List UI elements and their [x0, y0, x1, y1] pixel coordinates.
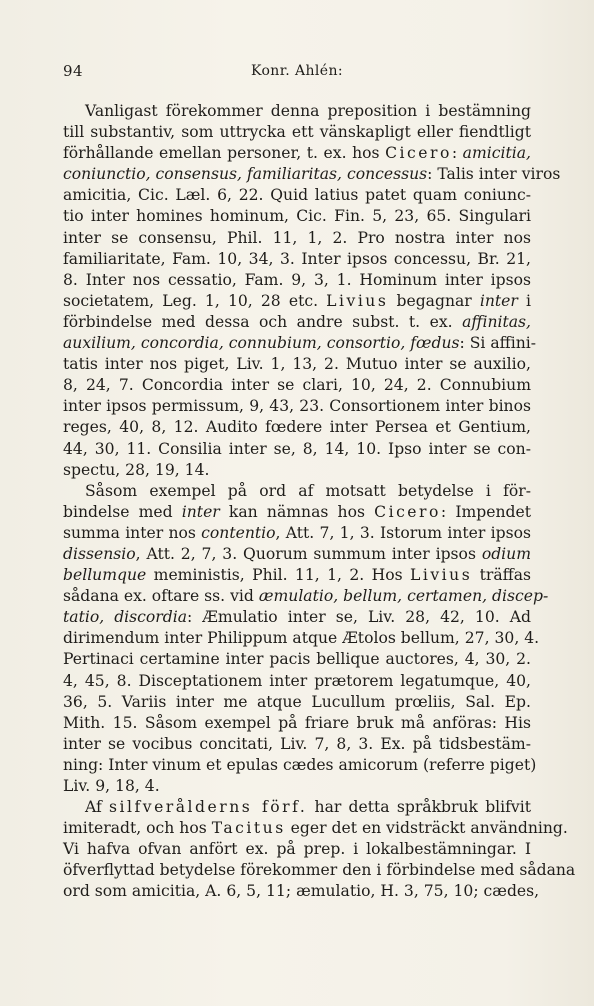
text-segment: eger det en vidsträckt användning.: [285, 819, 568, 838]
text-segment: till substantiv, som uttrycka ett vänskapligt eller fiendtligt: [63, 123, 531, 142]
text-segment: amicitia, Cic. Læl. 6, 22. Quid latius patet quam coniunc-: [63, 186, 531, 205]
page-number: 94: [63, 62, 84, 80]
text-segment: : Talis inter viros: [427, 165, 561, 184]
text-line: [63, 270, 531, 291]
text-segment: har detta språkbruk blifvit: [307, 798, 531, 817]
text-line: [63, 818, 568, 839]
text-line: [63, 354, 531, 375]
text-segment: begagnar: [388, 291, 480, 310]
text-segment: Mith. 15. Såsom exempel på friare bruk må anföras: His: [63, 713, 531, 732]
text-segment: 8, 24, 7. Concordia inter se clari, 10, 24, 2. Connubium: [63, 376, 531, 395]
text-segment: kan nämnas hos: [219, 502, 375, 521]
text-line: [63, 755, 537, 776]
text-line: [63, 607, 531, 628]
italic-term: odium: [481, 544, 531, 563]
text-segment: : Impendet: [440, 502, 531, 521]
text-line: [63, 143, 531, 164]
text-line: [63, 649, 531, 670]
text-line: [63, 881, 540, 902]
text-segment: Vi hafva ofvan anfört ex. på prep. i lokalbestämningar. I: [63, 840, 531, 859]
text-segment: :: [451, 144, 463, 163]
page-header: [63, 62, 531, 82]
text-line: [63, 417, 531, 438]
text-line: [63, 312, 531, 333]
text-segment: imiteradt, och hos: [63, 819, 212, 838]
text-segment: familiaritate, Fam. 10, 34, 3. Inter ipsos concessu, Br. 21,: [63, 249, 531, 268]
text-segment: bindelse med: [63, 502, 182, 521]
text-line: [63, 481, 531, 502]
text-segment: reges, 40, 8, 12. Audito fœdere inter Persea et Gentium,: [63, 418, 531, 437]
text-segment: societatem, Leg. 1, 10, 28 etc.: [63, 291, 327, 310]
text-segment: inter se consensu, Phil. 11, 1, 2. Pro nostra inter nos: [63, 228, 531, 247]
text-segment: meministis, Phil. 11, 1, 2. Hos: [146, 566, 411, 585]
text-segment: , Att. 2, 7, 3. Quorum summum inter ipsos: [135, 544, 482, 563]
spaced-author-name: Tacitus: [211, 819, 286, 838]
text-line: [63, 185, 531, 206]
text-segment: summa inter nos: [63, 523, 202, 542]
italic-term: dissensio: [63, 544, 136, 563]
italic-term: bellumque: [63, 566, 147, 585]
text-segment: inter se vocibus concitati, Liv. 7, 8, 3. Ex. på tidsbestäm-: [63, 734, 531, 753]
text-segment: tio inter homines hominum, Cic. Fin. 5, 23, 65. Singulari: [63, 207, 531, 226]
text-segment: 44, 30, 11. Consilia inter se, 8, 14, 10. Ipso inter se con-: [63, 439, 531, 458]
text-segment: ord som amicitia, A. 6, 5, 11; æmulatio, H. 3, 75, 10; cædes,: [63, 882, 540, 901]
text-segment: förbindelse med dessa och andre subst. t. ex.: [63, 312, 463, 331]
text-line: [63, 628, 540, 649]
text-line: [63, 586, 549, 607]
italic-term: tatio, discordia: [63, 608, 188, 627]
text-line: [63, 671, 531, 692]
italic-term: inter: [479, 291, 518, 310]
text-line: [63, 291, 531, 312]
text-segment: inter ipsos permissum, 9, 43, 23. Consortionem inter binos: [63, 397, 531, 416]
text-line: [63, 734, 531, 755]
text-segment: 4, 45, 8. Disceptationem inter prætorem legatumque, 40,: [63, 671, 531, 690]
text-segment: Liv. 9, 18, 4.: [63, 777, 160, 795]
text-segment: i: [517, 291, 531, 310]
text-line: [63, 164, 561, 185]
italic-term: contentio: [201, 523, 276, 542]
text-segment: tatis inter nos piget, Liv. 1, 13, 2. Mutuo inter se auxilio,: [63, 355, 531, 374]
text-line: [63, 206, 531, 227]
italic-term: amicitia,: [462, 144, 531, 163]
text-segment: öfverflyttad betydelse förekommer den i förbindelse med sådana: [63, 861, 576, 880]
text-segment: spectu, 28, 19, 14.: [63, 460, 210, 479]
text-line: [63, 122, 531, 143]
text-line: [63, 860, 576, 881]
text-segment: : Si affini-: [459, 334, 537, 353]
italic-term: auxilium, concordia, connubium, consortio, fœdus: [63, 334, 460, 353]
running-head: Konr. Ahlén:: [250, 63, 343, 79]
spaced-author-name: Livius: [326, 291, 389, 310]
text-segment: 8. Inter nos cessatio, Fam. 9, 3, 1. Hominum inter ipsos: [63, 270, 531, 289]
text-segment: Vanligast förekommer denna preposition i bestämning: [85, 102, 531, 120]
text-line: [63, 375, 531, 396]
text-segment: Såsom exempel på ord af motsatt betydelse i för-: [85, 481, 531, 500]
text-segment: Pertinaci certamine inter pacis bellique auctores, 4, 30, 2.: [63, 650, 531, 669]
text-line: [63, 713, 531, 734]
text-line: [63, 523, 531, 544]
italic-term: affinitas,: [462, 312, 531, 331]
spaced-author-name: Cicero: [374, 502, 441, 521]
spaced-author-name: Livius: [410, 566, 473, 585]
text-line: [63, 797, 531, 818]
text-line: [63, 460, 531, 481]
text-line: [63, 396, 531, 417]
text-line: [63, 502, 531, 523]
italic-term: coniunctio, consensus, familiaritas, concessus: [63, 165, 428, 184]
spaced-author-name: silfverålderns förf.: [109, 798, 308, 817]
italic-term: inter: [181, 502, 220, 521]
text-line: [63, 439, 531, 460]
text-line: [63, 776, 531, 797]
text-segment: dirimendum inter Philippum atque Ætolos bellum, 27, 30, 4.: [63, 629, 540, 648]
italic-term: æmulatio, bellum, certamen, discep-: [258, 587, 549, 606]
text-line: [63, 249, 531, 270]
text-line: [63, 101, 531, 122]
text-line: [63, 565, 531, 586]
text-line: [63, 228, 531, 249]
body-text: [63, 101, 576, 903]
text-segment: , Att. 7, 1, 3. Istorum inter ipsos: [275, 523, 531, 542]
text-segment: ning: Inter vinum et epulas cædes amicorum (referre piget): [63, 755, 537, 774]
text-line: [63, 333, 537, 354]
text-line: [63, 839, 531, 860]
text-segment: 36, 5. Variis inter me atque Lucullum prœliis, Sal. Ep.: [63, 692, 531, 711]
text-segment: : Æmulatio inter se, Liv. 28, 42, 10. Ad: [187, 608, 531, 627]
text-line: [63, 544, 531, 565]
text-segment: förhållande emellan personer, t. ex. hos: [63, 144, 386, 163]
text-segment: träffas: [472, 566, 531, 585]
text-line: [63, 692, 531, 713]
text-segment: Af: [85, 798, 110, 817]
text-segment: sådana ex. oftare ss. vid: [63, 587, 259, 606]
spaced-author-name: Cicero: [385, 144, 452, 163]
